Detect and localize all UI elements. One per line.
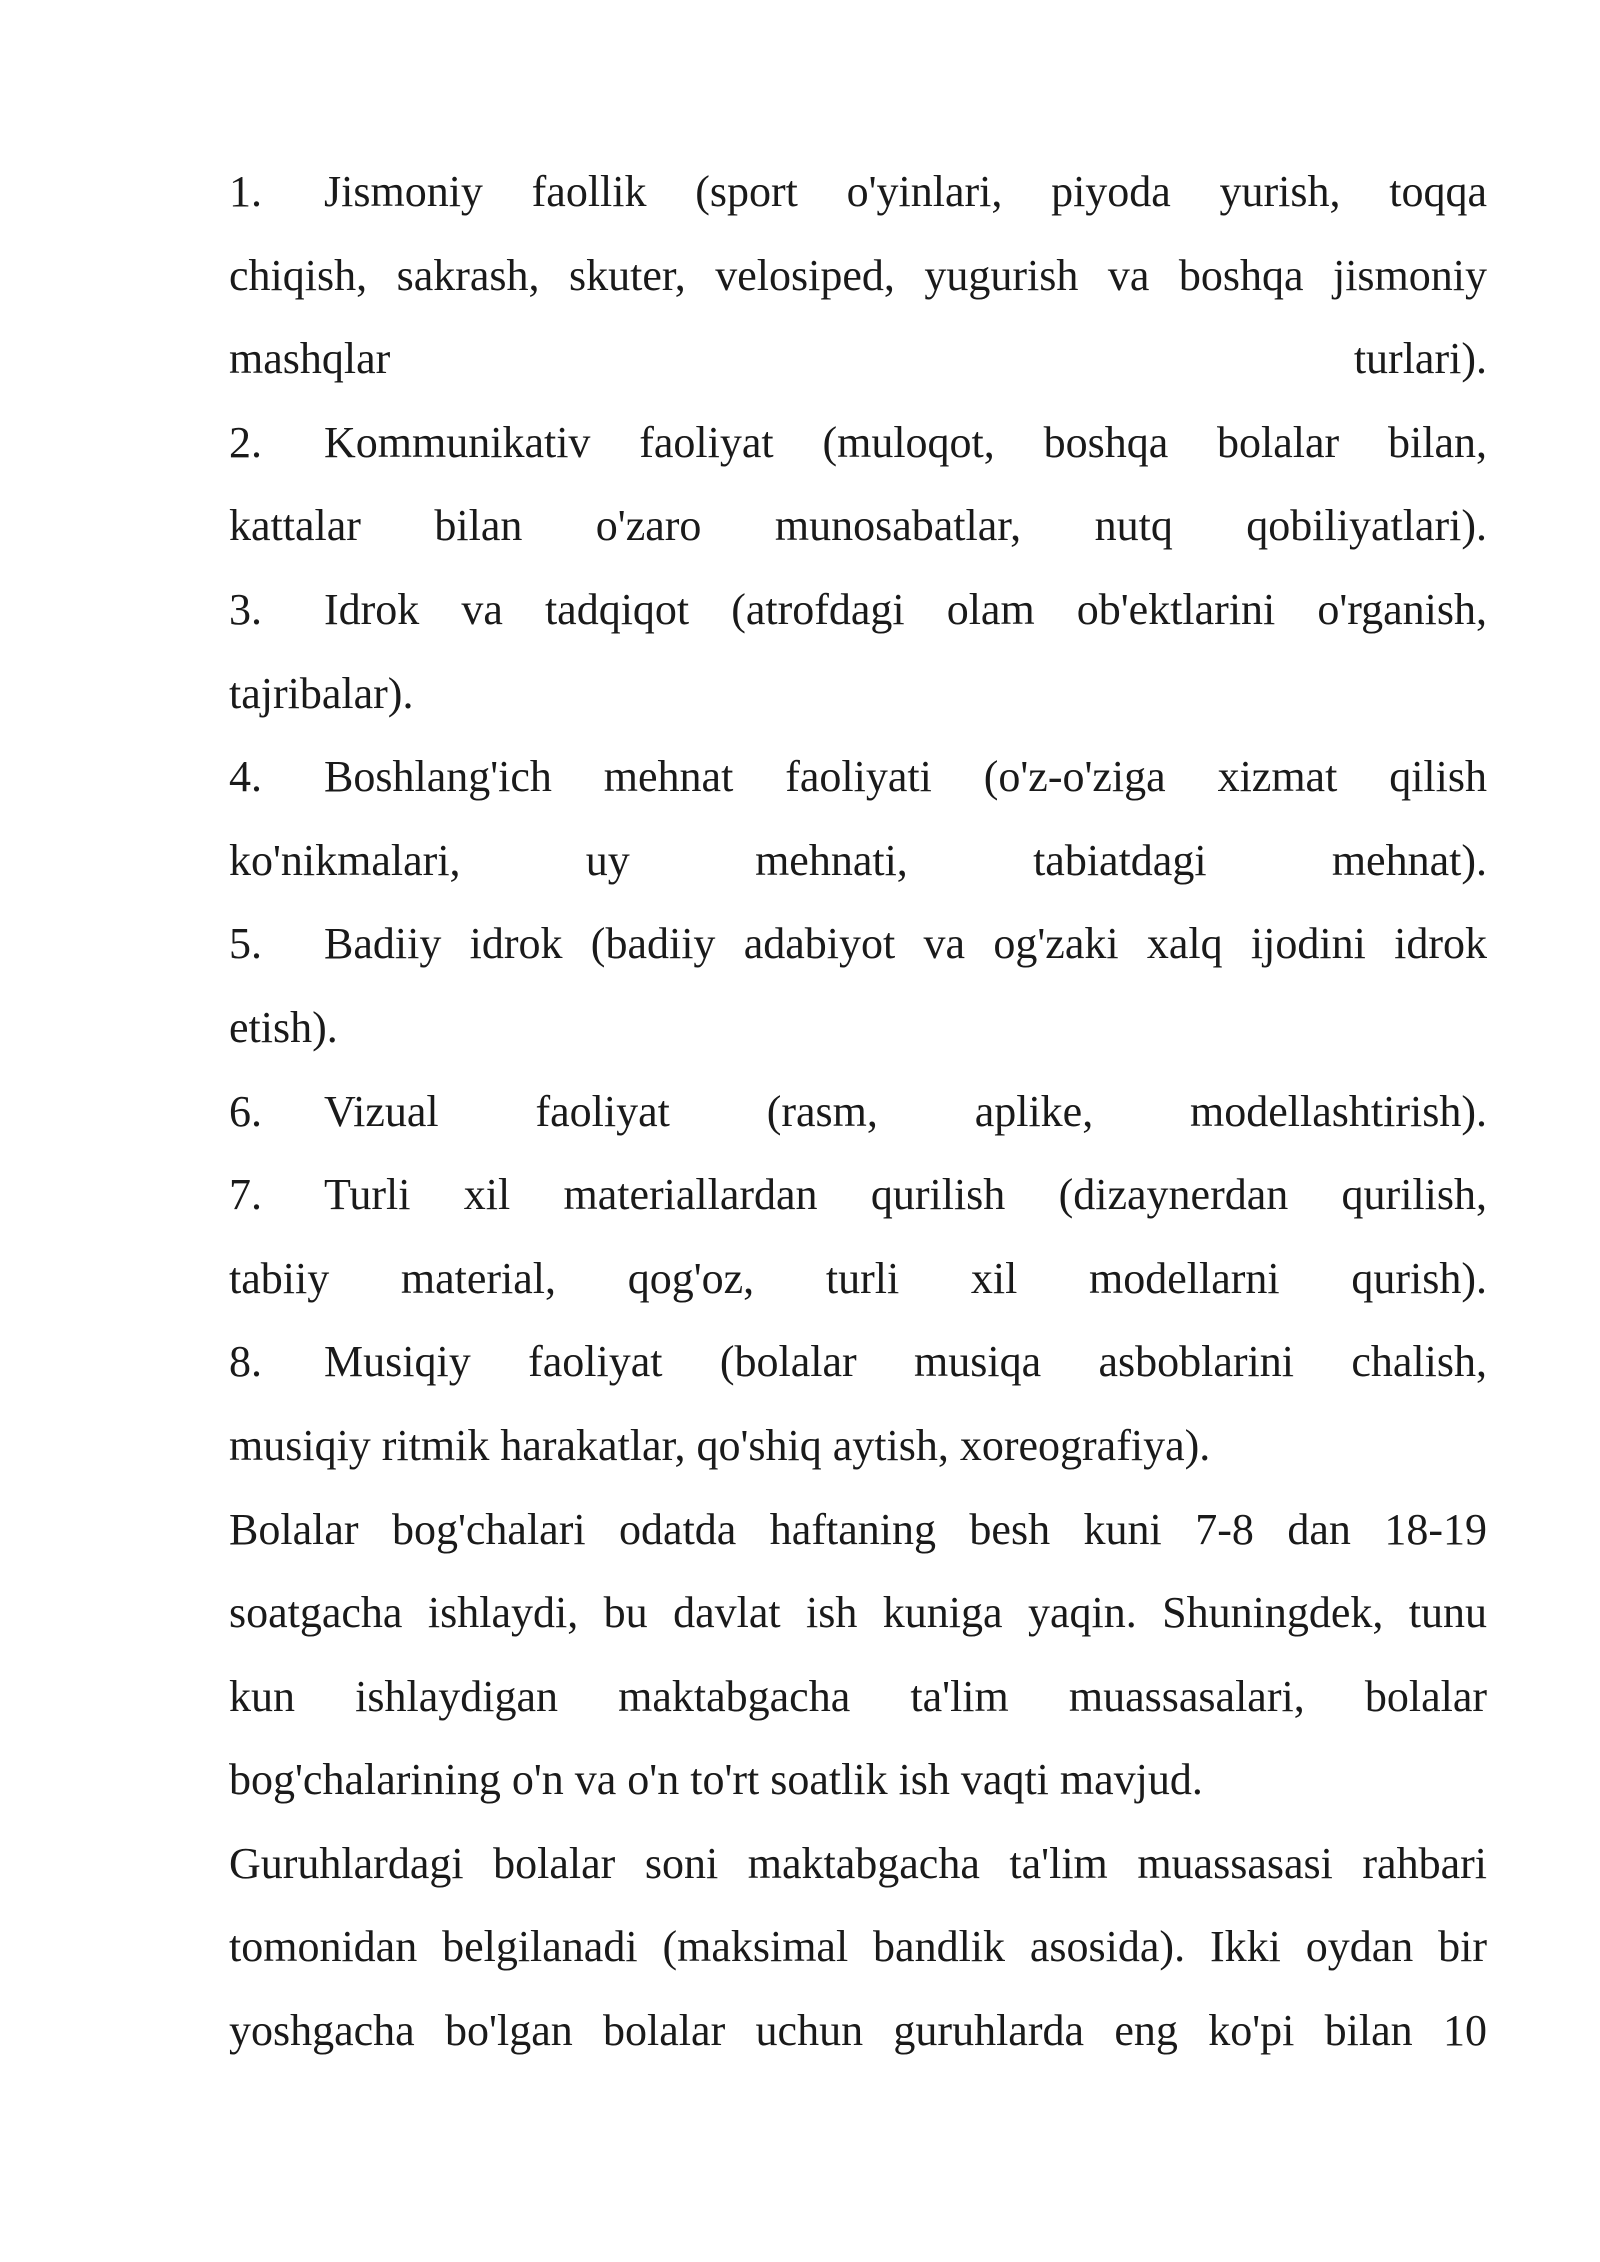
list-item-number: 3.: [229, 584, 262, 634]
paragraph-line: bog'chalarining o'n va o'n to'rt soatlik ish vaqti mavjud.: [229, 1755, 1203, 1805]
list-item-text: Jismoniy faollik (sport o'yinlari, piyoda yurish, toqqa: [324, 167, 1487, 216]
list-item-text: Musiqiy faoliyat (bolalar musiqa asboblarini chalish,: [324, 1337, 1487, 1387]
list-item-text: musiqiy ritmik harakatlar, qo'shiq aytish, xoreografiya).: [229, 1420, 1211, 1470]
paragraph-line: soatgacha ishlaydi, bu davlat ish kuniga yaqin. Shuningdek, tunu: [229, 1588, 1487, 1638]
paragraph-line: Bolalar bog'chalari odatda haftaning besh kuni 7-8 dan 18-19: [229, 1504, 1487, 1554]
paragraph: [229, 1488, 1487, 1822]
activity-list: [229, 150, 1487, 1488]
list-item-number: 8.: [229, 1337, 262, 1387]
list-item: [229, 1320, 1487, 1487]
list-item-number: 6.: [229, 1086, 262, 1136]
list-item: [229, 1070, 1487, 1154]
list-item-number: 1.: [229, 167, 262, 216]
list-item-text: Turli xil materiallardan qurilish (dizaynerdan qurilish,: [324, 1170, 1487, 1220]
list-item: [229, 401, 1487, 568]
list-item: [229, 150, 1487, 401]
paragraph: [229, 1822, 1487, 2073]
list-item-number: 4.: [229, 752, 262, 802]
document-page: [229, 150, 1487, 2073]
paragraph-line: tomonidan belgilanadi (maksimal bandlik asosida). Ikki oydan bir: [229, 1922, 1487, 1972]
list-item-text: Idrok va tadqiqot (atrofdagi olam ob'ektlarini o'rganish,: [324, 584, 1487, 634]
list-item-text: Vizual faoliyat (rasm, aplike, modellashtirish).: [324, 1086, 1487, 1136]
list-item-number: 2.: [229, 417, 262, 467]
list-item-text: chiqish, sakrash, skuter, velosiped, yugurish va boshqa jismoniy: [229, 250, 1487, 300]
list-item-text: tabiiy material, qog'oz, turli xil modellarni qurish).: [229, 1253, 1487, 1303]
list-item-text: etish).: [229, 1002, 338, 1052]
list-item-text: tajribalar).: [229, 668, 414, 718]
list-item-number: 7.: [229, 1170, 262, 1220]
list-item-number: 5.: [229, 919, 262, 969]
list-item-text: Kommunikativ faoliyat (muloqot, boshqa bolalar bilan,: [324, 417, 1487, 467]
list-item-text: kattalar bilan o'zaro munosabatlar, nutq qobiliyatlari).: [229, 501, 1487, 551]
list-item-text: Boshlang'ich mehnat faoliyati (o'z-o'ziga xizmat qilish: [324, 752, 1487, 802]
list-item-text: Badiiy idrok (badiiy adabiyot va og'zaki xalq ijodini idrok: [324, 919, 1487, 969]
list-item: [229, 735, 1487, 902]
list-item: [229, 902, 1487, 1069]
paragraph-line: kun ishlaydigan maktabgacha ta'lim muassasalari, bolalar: [229, 1671, 1487, 1721]
list-item: [229, 1153, 1487, 1320]
list-item-text: mashqlar turlari).: [229, 334, 1487, 384]
paragraph-line: Guruhlardagi bolalar soni maktabgacha ta'lim muassasasi rahbari: [229, 1838, 1487, 1888]
list-item-text: ko'nikmalari, uy mehnati, tabiatdagi mehnat).: [229, 835, 1487, 885]
paragraph-line: yoshgacha bo'lgan bolalar uchun guruhlarda eng ko'pi bilan 10: [229, 2006, 1487, 2056]
list-item: [229, 568, 1487, 735]
